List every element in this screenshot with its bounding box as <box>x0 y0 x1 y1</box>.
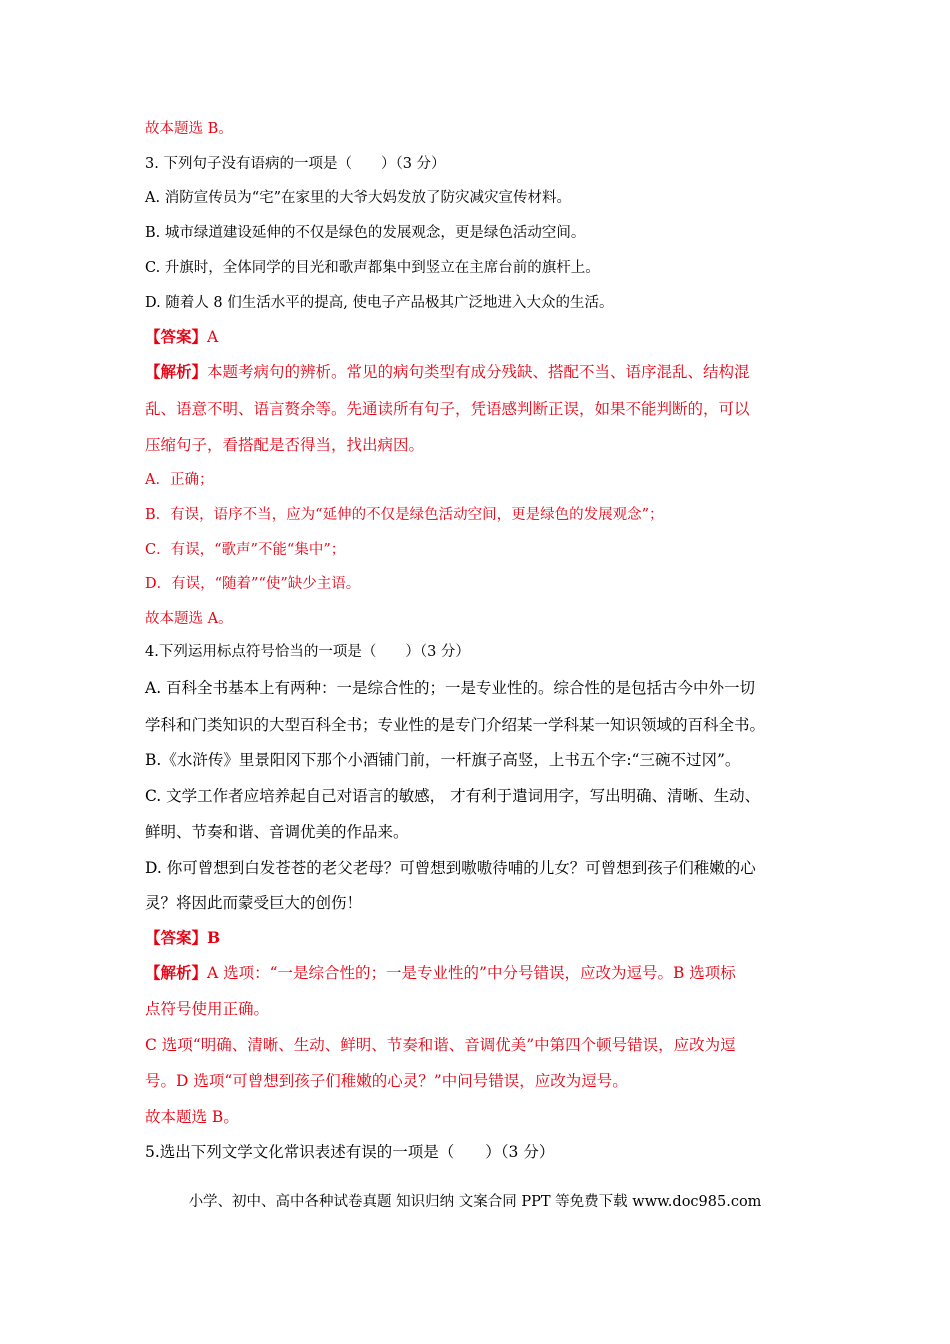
q3-option-d: D. 随着人 8 们生活水平的提高, 使电子产品极其广泛地进入大众的生活。 <box>145 295 614 311</box>
q3-conclusion: 故本题选 A。 <box>145 611 233 627</box>
q3-analysis-line-2: 乱、语意不明、语言赘余等。先通读所有句子，凭语感判断正误，如果不能判断的，可以 <box>145 400 750 418</box>
q3-option-c: C. 升旗时，全体同学的目光和歌声都集中到竖立在主席台前的旗杆上。 <box>145 260 600 276</box>
q3-analysis-tag: 【解析】 <box>145 362 208 381</box>
q3-answer-value: A <box>207 328 219 346</box>
q4-answer-tag: 【答案】 <box>145 928 208 947</box>
q4-option-b: B.《水浒传》里景阳冈下那个小酒铺门前，一杆旗子高竖，上书五个字:“三碗不过冈”。 <box>145 751 741 769</box>
q4-analysis-line-1 <box>145 963 736 983</box>
q4-analysis-text-1: A 选项：“一是综合性的；一是专业性的”中分号错误，应改为逗号。B 选项标 <box>207 964 736 982</box>
q3-answer-tag: 【答案】 <box>145 327 208 346</box>
q3-explanation-c: C．有误，“歌声”不能“集中”； <box>145 542 346 558</box>
q4-option-c-line-1: C. 文学工作者应培养起自己对语言的敏感， 才有利于遣词用字，写出明确、清晰、生动、 <box>145 787 761 805</box>
q4-option-d-line-2: 灵？将因此而蒙受巨大的创伤！ <box>145 894 363 912</box>
q4-option-a-line-2: 学科和门类知识的大型百科全书；专业性的是专门介绍某一学科某一知识领域的百科全书。 <box>145 716 766 734</box>
q4-stem: 4.下列运用标点符号恰当的一项是（ ）（3 分） <box>145 644 470 660</box>
q3-explanation-b: B．有误，语序不当，应为“延伸的不仅是绿色活动空间，更是绿色的发展观念”； <box>145 507 664 523</box>
q3-explanation-a: A．正确； <box>145 472 214 488</box>
q3-analysis-line-3: 压缩句子，看搭配是否得当，找出病因。 <box>145 436 425 454</box>
q4-option-d-line-1: D. 你可曾想到白发苍苍的老父老母？可曾想到嗷嗷待哺的儿女？可曾想到孩子们稚嫩的心 <box>145 859 756 877</box>
q3-answer <box>145 327 218 347</box>
q3-option-a: A. 消防宣传员为“宅”在家里的大爷大妈发放了防灾减灾宣传材料。 <box>145 190 572 206</box>
q3-analysis-text-1: 本题考病句的辨析。常见的病句类型有成分残缺、搭配不当、语序混乱、结构混 <box>207 363 750 381</box>
q3-explanation-d: D．有误，“随着”“使”缺少主语。 <box>145 576 361 592</box>
q4-conclusion: 故本题选 B。 <box>145 1108 239 1126</box>
q4-option-c-line-2: 鲜明、节奏和谐、音调优美的作品来。 <box>145 823 409 841</box>
q4-option-a-line-1: A. 百科全书基本上有两种：一是综合性的；一是专业性的。综合性的是包括古今中外一切 <box>145 679 756 697</box>
q4-analysis-line-2: 点符号使用正确。 <box>145 1000 270 1018</box>
q4-analysis-line-4: 号。D 选项“可曾想到孩子们稚嫩的心灵？”中问号错误，应改为逗号。 <box>145 1072 628 1090</box>
q3-option-b: B. 城市绿道建设延伸的不仅是绿色的发展观念，更是绿色活动空间。 <box>145 225 586 241</box>
q4-answer <box>145 928 220 948</box>
q5-stem: 5.选出下列文学文化常识表述有误的一项是（ ）（3 分） <box>145 1143 555 1161</box>
q2-conclusion: 故本题选 B。 <box>145 121 233 137</box>
q3-analysis-line-1 <box>145 362 750 382</box>
q3-stem: 3. 下列句子没有语病的一项是（ ）（3 分） <box>145 156 446 172</box>
q4-answer-value: B <box>207 928 221 947</box>
page-footer: 小学、初中、高中各种试卷真题 知识归纳 文案合同 PPT 等免费下载 www.doc985.com <box>188 1194 762 1210</box>
q4-analysis-tag: 【解析】 <box>145 963 208 982</box>
q4-analysis-line-3: C 选项“明确、清晰、生动、鲜明、节奏和谐、音调优美”中第四个顿号错误，应改为逗 <box>145 1036 736 1054</box>
